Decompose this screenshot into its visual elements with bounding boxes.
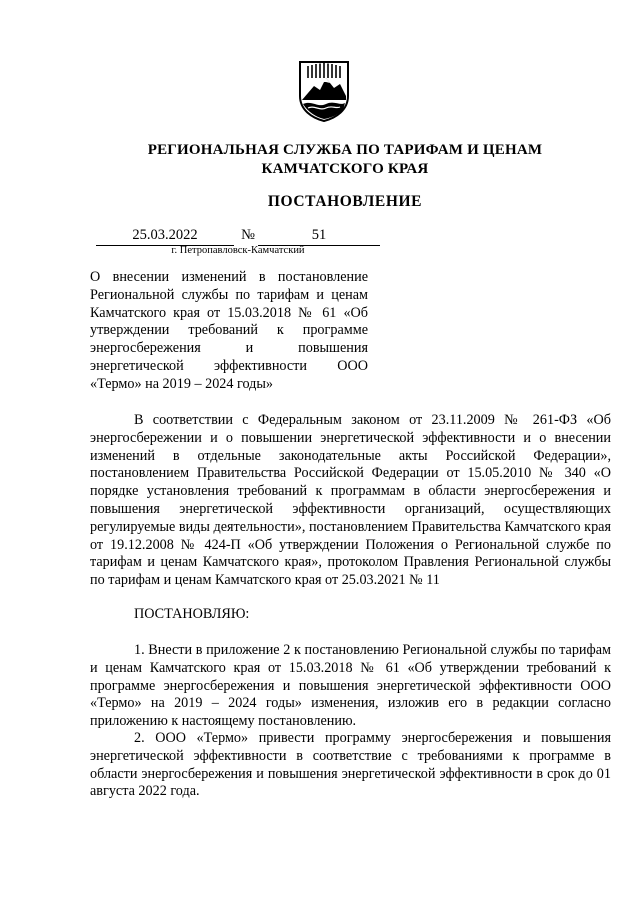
decision-item-2: 2. ООО «Термо» привести программу энергосбережения и повышения энергетической эффективности в соответствие с требованиями к программе в области энергосбережения и повышения энергетической эффективности в срок до 01 августа 2022 года.	[90, 730, 611, 800]
preamble-paragraph: В соответствии с Федеральным законом от 23.11.2009 № 261-ФЗ «Об энергосбережении и о повышении энергетической эффективности и о внесении изменений в отдельные законодательные акты Российской Федерации», постановлением Правительства Российской Федерации от 15.05.2010 № 340 «О порядке установления требований к программам в области энергосбережения и повышения энергетической эффективности организаций, осуществляющих регулируемые виды деятельности», постановлением Правительства Камчатского края от 19.12.2008 № 424-П «Об утверждении Положения о Региональной службе по тарифам и ценам Камчатского края», протоколом Правления Региональной службы по тарифам и ценам Камчатского края от 25.03.2021 № 11	[90, 412, 611, 589]
agency-title-line2: КАМЧАТСКОГО КРАЯ	[261, 161, 429, 177]
document-type: ПОСТАНОВЛЕНИЕ	[267, 193, 423, 210]
number-sign: №	[241, 227, 255, 243]
decision-item-1: 1. Внести в приложение 2 к постановлению Региональной службы по тарифам и ценам Камчатского края от 15.03.2018 № 61 «Об утверждении требований к программе энергосбережения и повышения энергетической эффективности ООО «Термо» на 2019 – 2024 годы» изменения, изложив его в редакции согласно приложению к настоящему постановлению.	[90, 642, 611, 730]
agency-title-line1: РЕГИОНАЛЬНАЯ СЛУЖБА ПО ТАРИФАМ И ЦЕНАМ	[147, 142, 543, 158]
decree-heading: ПОСТАНОВЛЯЮ:	[134, 606, 250, 622]
document-number: 51	[258, 227, 380, 246]
document-subject: О внесении изменений в постановление Региональной службы по тарифам и ценам Камчатского края от 15.03.2018 № 61 «Об утверждении требований к программе энергосбережения и повышения энергетической эффективности ООО «Термо» на 2019 – 2024 годы»	[90, 269, 368, 392]
coat-of-arms-icon	[296, 56, 352, 122]
agency-title	[100, 141, 590, 179]
document-date: 25.03.2022	[96, 227, 234, 246]
document-meta	[0, 227, 640, 247]
document-city: г. Петропавловск-Камчатский	[171, 245, 305, 256]
